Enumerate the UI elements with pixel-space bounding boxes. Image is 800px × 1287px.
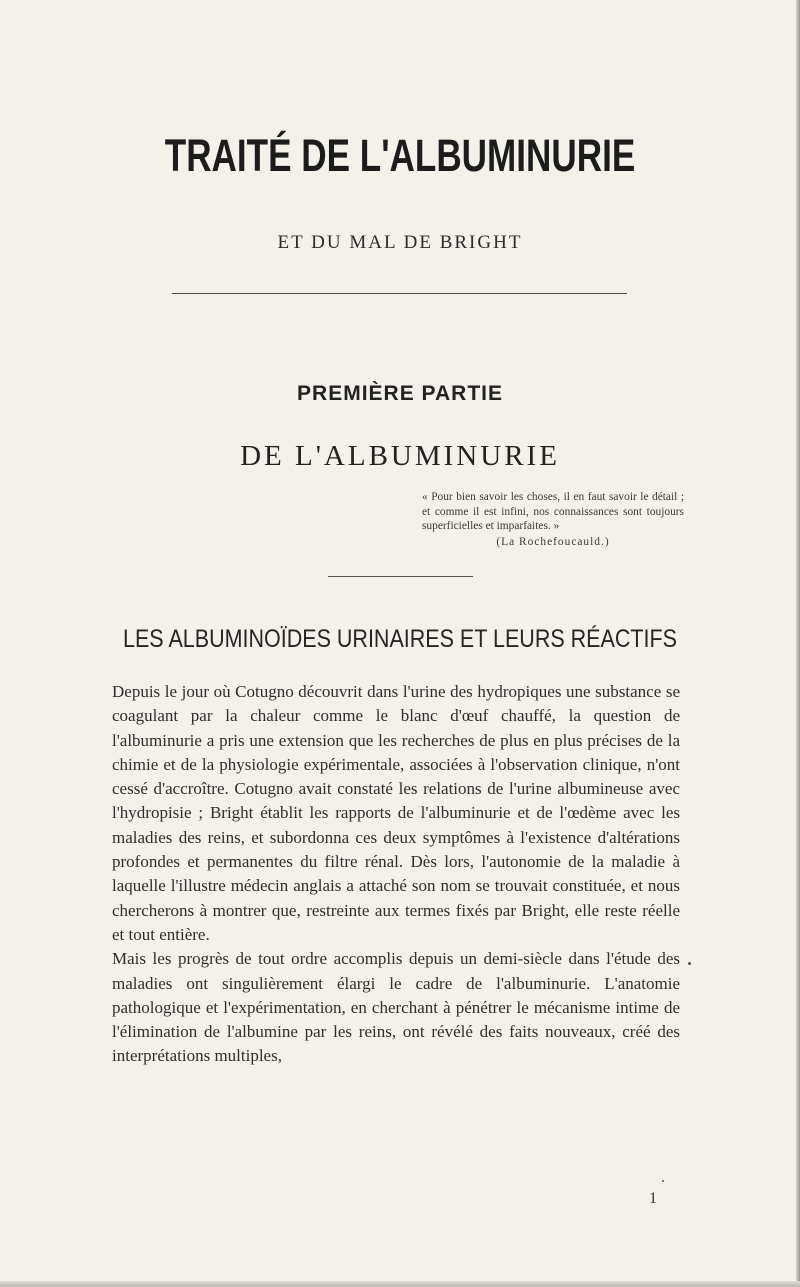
paragraph-2: Mais les progrès de tout ordre accomplis depuis un demi-siècle dans l'étude des maladies ont singulièrement élargi le cadre de l'albuminurie. L'anatomie pathologique et l'expérimentation, en cherchant à pénétrer le mécanisme intime de l'élimination de l'albumine par les reins, ont révélé des faits nouveaux, créé des interprétations multiples, bbox=[112, 949, 680, 1066]
section-title: DE L'ALBUMINURIE bbox=[240, 440, 560, 472]
part-title: PREMIÈRE PARTIE bbox=[297, 382, 503, 405]
book-subtitle: ET DU MAL DE BRIGHT bbox=[277, 232, 523, 253]
print-speck bbox=[688, 962, 691, 965]
scan-edge-right bbox=[796, 0, 800, 1287]
epigraph-quote: « Pour bien savoir les choses, il en faut savoir le détail ; et comme il est infini, nos connaissances sont toujours superficielles et imparfaites. » bbox=[422, 491, 684, 532]
paragraph-1: Depuis le jour où Cotugno découvrit dans l'urine des hydropiques une substance se coagulant par la chaleur comme le blanc d'œuf chauffé, la question de l'albuminurie a pris une extension que les recherches de plus en plus précises de la chimie et de la physiologie expérimentale, associées à l'observation clinique, n'ont cessé d'accroître. Cotugno avait constaté les relations de l'urine albumineuse avec l'hydropisie ; Bright établit les rapports de l'albuminurie et de l'œdème avec les maladies des reins, et subordonna ces deux symptômes à l'existence d'altérations profondes et permanentes du filtre rénal. Dès lors, l'autonomie de la maladie à laquelle l'illustre médecin anglais a attaché son nom se trouvait constituée, et nous chercherons à montrer que, restreinte aux termes fixés par Bright, elle reste réelle et tout entière. bbox=[112, 682, 680, 944]
chapter-title: LES ALBUMINOÏDES URINAIRES ET LEURS RÉACTIFS bbox=[123, 625, 677, 653]
divider-rule-top bbox=[172, 293, 627, 294]
print-speck bbox=[662, 1180, 664, 1182]
divider-rule-middle bbox=[328, 576, 473, 577]
epigraph-attribution: (La Rochefoucauld.) bbox=[496, 535, 610, 548]
book-title: TRAITÉ DE L'ALBUMINURIE bbox=[164, 130, 636, 181]
page-number: 1 bbox=[649, 1190, 657, 1207]
body-text bbox=[112, 680, 680, 1069]
scan-edge-bottom bbox=[0, 1281, 800, 1287]
epigraph bbox=[422, 490, 684, 549]
